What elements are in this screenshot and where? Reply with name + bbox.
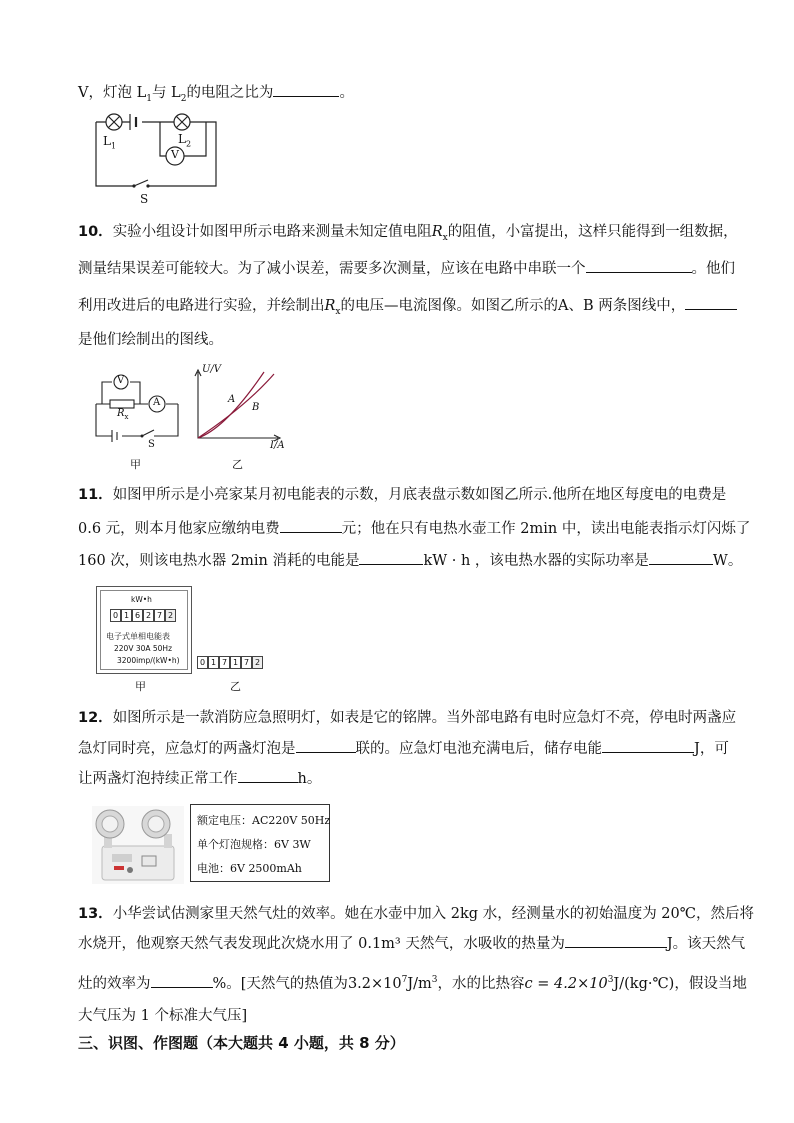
q11-line2: 0.6 元，则本月他家应缴纳电费 元；他在只有电热水壶工作 2min 中，读出电能表指示灯闪烁了 (78, 518, 750, 539)
q11-caption-jia: 甲 (135, 680, 146, 693)
q10-line4: 是他们绘制出的图线。 (78, 332, 223, 348)
q11-meter-jia-spec: 220V 30A 50Hz (114, 644, 173, 653)
q10-label-voltmeter: V (117, 375, 125, 386)
digit: 7 (219, 656, 230, 669)
q10-label-rx: $R_x$ (117, 408, 129, 421)
digit: 0 (110, 609, 121, 622)
q12-line1: 12．如图所示是一款消防应急照明灯，如表是它的铭牌。当外部电路有电时应急灯不亮，停电时两盏应 (78, 710, 737, 726)
q13-line4: 大气压为 1 个标准大气压] (78, 1008, 248, 1024)
q9-text: V，灯泡 $L_1$与 $L_2$的电阻之比为 。 (78, 82, 354, 109)
q12-blank-connection[interactable] (296, 738, 356, 753)
q9-label-l2: $L_2$ (178, 132, 192, 149)
q10-label-ammeter: A (153, 397, 161, 408)
q11-meter-jia-name: 电子式单相电能表 (106, 632, 170, 641)
q11-blank-fee[interactable] (280, 518, 342, 533)
q10-axis-i: I/A (270, 440, 285, 451)
q9-answer-blank[interactable] (273, 82, 339, 97)
q11-line3: 160 次，则该电热水器 2min 消耗的电能是 kW · h ，该电热水器的实际功率是 W。 (78, 550, 742, 571)
q11-meter-jia-unit: kW•h (131, 595, 152, 604)
nameplate-voltage: 额定电压：AC220V 50Hz (197, 814, 331, 827)
digit: 1 (230, 656, 241, 669)
nameplate-battery: 电池：6V 2500mAh (197, 862, 302, 875)
q13-blank-heat[interactable] (565, 933, 667, 948)
q12-blank-hours[interactable] (238, 768, 298, 783)
digit: 1 (208, 656, 219, 669)
q9-label-voltmeter: V (171, 148, 179, 161)
q9-label-l1: $L_1$ (103, 134, 117, 151)
q12-line2: 急灯同时亮，应急灯的两盏灯泡是 联的。应急灯电池充满电后，储存电能 J，可 (78, 738, 729, 759)
q10-curve-b (198, 374, 274, 438)
q10-label-b: B (252, 402, 260, 413)
digit: 1 (121, 609, 132, 622)
q12-blank-energy[interactable] (602, 738, 694, 753)
q10-circuit-jia (92, 370, 184, 442)
digit: 7 (241, 656, 252, 669)
digit: 2 (165, 609, 176, 622)
q9-label-switch: S (140, 192, 149, 206)
q10-label-a: A (228, 394, 236, 405)
digit: 6 (132, 609, 143, 622)
q11-meter-jia-imp: 3200imp/(kW•h) (117, 656, 180, 665)
q11-blank-energy[interactable] (359, 550, 423, 565)
q11-meter-yi-digits (197, 656, 263, 669)
q10-graph-yi (186, 366, 286, 448)
digit: 7 (154, 609, 165, 622)
q11-caption-yi: 乙 (230, 680, 241, 693)
q13-blank-efficiency[interactable] (151, 973, 213, 988)
q10-line3: 利用改进后的电路进行实验，并绘制出$R_x$的电压—电流图像。如图乙所示的A、B 两条图线中， (78, 295, 737, 322)
q12-line3: 让两盏灯泡持续正常工作 h。 (78, 768, 321, 789)
q12-emergency-light-image (92, 806, 184, 884)
q10-caption-yi: 乙 (232, 458, 243, 471)
q11-line1: 11．如图甲所示是小亮家某月初电能表的示数，月底表盘示数如图乙所示.他所在地区每度电的电费是 (78, 487, 727, 503)
q10-caption-jia: 甲 (130, 458, 141, 471)
q10-axis-u: U/V (202, 364, 222, 375)
q10-blank-1[interactable] (586, 258, 692, 273)
q10-label-switch: S (148, 439, 155, 450)
q10-blank-2[interactable] (685, 295, 737, 310)
q11-meter-jia (96, 586, 192, 674)
digit: 2 (143, 609, 154, 622)
digit: 2 (252, 656, 263, 669)
digit: 0 (197, 656, 208, 669)
q13-line2: 水烧开，他观察天然气表发现此次烧水用了 0.1m³ 天然气，水吸收的热量为 J。该天然气 (78, 933, 745, 954)
q11-blank-power[interactable] (649, 550, 713, 565)
nameplate-bulb: 单个灯泡规格：6V 3W (197, 838, 311, 851)
q10-line1: 10．实验小组设计如图甲所示电路来测量未知定值电阻$R_x$的阻值，小富提出，这样只能得到一组数据， (78, 224, 738, 243)
section-3-heading: 三、识图、作图题（本大题共 4 小题，共 8 分） (78, 1034, 405, 1052)
q10-line2: 测量结果误差可能较大。为了减小误差，需要多次测量，应该在电路中串联一个 。他们 (78, 258, 735, 279)
q11-meter-jia-digits (110, 609, 176, 622)
q13-line3: 灶的效率为 %。[天然气的热值为$3.2\times 10^7J/m^3$，水的比热容$c = 4.2\times 10^3J/(kg\cdot℃)$，假设当地 (78, 970, 747, 994)
q13-line1: 13．小华尝试估测家里天然气灶的效率。她在水壶中加入 2kg 水，经测量水的初始温度为 20℃，然后将 (78, 906, 754, 922)
q12-nameplate-table (190, 804, 330, 882)
q9-circuit-diagram (90, 108, 230, 208)
